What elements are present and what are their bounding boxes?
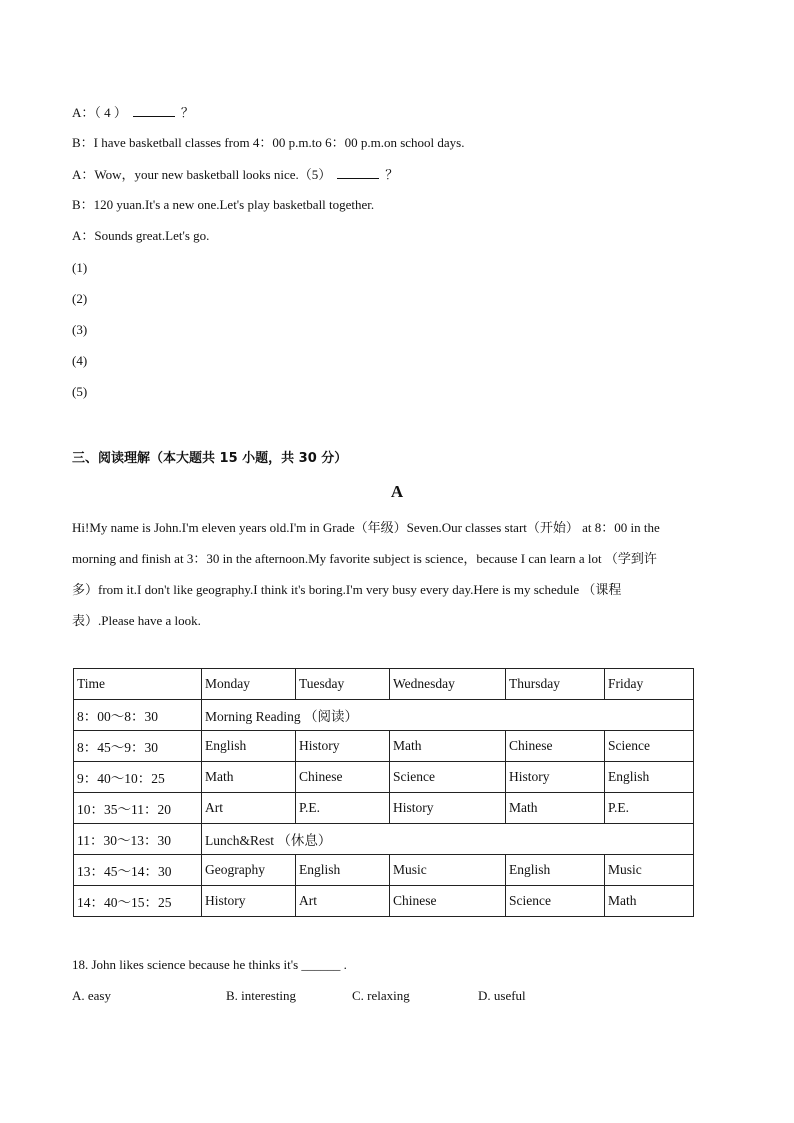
dialogue-line-b4: B：I have basketball classes from 4：00 p.m.to 6：00 p.m.on school days. [72, 135, 465, 150]
class-cell: Science [506, 886, 605, 917]
answer-line-5[interactable]: (5) [72, 384, 88, 399]
answer-line-4[interactable]: (4) [72, 353, 88, 368]
passage-line: Hi!My name is John.I'm eleven years old.I'm in Grade（年级）Seven.Our classes start（开始） at 8：00 in the [72, 520, 660, 535]
option-d[interactable]: D. useful [478, 988, 526, 1003]
class-cell: Chinese [506, 731, 605, 762]
class-cell: History [202, 886, 296, 917]
dialogue-a5-text: A：Wow，your new basketball looks nice.（5） [72, 167, 332, 182]
class-cell: Art [202, 793, 296, 824]
class-cell: P.E. [605, 793, 694, 824]
dialogue-line-a4 [72, 104, 194, 121]
header-thursday: Thursday [506, 669, 605, 700]
option-a[interactable]: A. easy [72, 988, 111, 1003]
class-cell: English [202, 731, 296, 762]
header-tuesday: Tuesday [296, 669, 390, 700]
table-row [74, 793, 694, 824]
table-row [74, 762, 694, 793]
class-cell: English [605, 762, 694, 793]
class-cell: Science [605, 731, 694, 762]
schedule-table [73, 668, 694, 917]
class-cell: History [390, 793, 506, 824]
question-mark: ？ [180, 105, 194, 120]
answer-line-1[interactable]: (1) [72, 260, 88, 275]
class-cell: Music [605, 855, 694, 886]
class-cell: English [506, 855, 605, 886]
option-c[interactable]: C. relaxing [352, 988, 410, 1003]
schedule-header-row [74, 669, 694, 700]
passage-line: 多）from it.I don't like geography.I think it's boring.I'm very busy every day.Here is my schedule （课程 [72, 582, 622, 597]
class-cell: History [506, 762, 605, 793]
table-row [74, 700, 694, 731]
answer-blank[interactable] [337, 166, 379, 179]
time-cell: 10：35～11：20 [74, 793, 202, 824]
time-cell: 14：40～15：25 [74, 886, 202, 917]
header-friday: Friday [605, 669, 694, 700]
question-18-stem: 18. John likes science because he thinks it's ______ . [72, 957, 347, 972]
merged-cell-morning-reading: Morning Reading （阅读） [202, 700, 694, 731]
time-cell: 13：45～14：30 [74, 855, 202, 886]
passage-title: A [390, 482, 404, 501]
class-cell: Math [506, 793, 605, 824]
class-cell: Math [390, 731, 506, 762]
time-cell: 9：40～10：25 [74, 762, 202, 793]
table-row [74, 855, 694, 886]
passage [72, 512, 712, 636]
class-cell: Geography [202, 855, 296, 886]
question-mark: ？ [385, 167, 399, 182]
answer-line-3[interactable]: (3) [72, 322, 88, 337]
class-cell: English [296, 855, 390, 886]
answer-blank[interactable] [133, 104, 175, 117]
class-cell: Music [390, 855, 506, 886]
passage-line: 表）.Please have a look. [72, 613, 201, 628]
table-row [74, 824, 694, 855]
table-row [74, 731, 694, 762]
class-cell: Art [296, 886, 390, 917]
answer-line-2[interactable]: (2) [72, 291, 88, 306]
header-time: Time [74, 669, 202, 700]
time-cell: 8：45～9：30 [74, 731, 202, 762]
header-monday: Monday [202, 669, 296, 700]
time-cell: 8：00～8：30 [74, 700, 202, 731]
section-title: 三、阅读理解（本大题共 15 小题，共 30 分） [72, 451, 348, 466]
class-cell: Chinese [390, 886, 506, 917]
class-cell: History [296, 731, 390, 762]
time-cell: 11：30～13：30 [74, 824, 202, 855]
class-cell: P.E. [296, 793, 390, 824]
dialogue-a4-text: A：（ 4 ） [72, 105, 127, 120]
class-cell: Math [605, 886, 694, 917]
passage-line: morning and finish at 3：30 in the afternoon.My favorite subject is science，because I can learn a lot （学到许 [72, 551, 657, 566]
class-cell: Science [390, 762, 506, 793]
merged-cell-lunch-rest: Lunch&Rest （休息） [202, 824, 694, 855]
header-wednesday: Wednesday [390, 669, 506, 700]
table-row [74, 886, 694, 917]
option-b[interactable]: B. interesting [226, 988, 297, 1003]
dialogue-line-a5 [72, 166, 398, 183]
dialogue-line-a-end: A：Sounds great.Let's go. [72, 228, 210, 243]
class-cell: Chinese [296, 762, 390, 793]
dialogue-line-b5: B：120 yuan.It's a new one.Let's play basketball together. [72, 197, 375, 212]
class-cell: Math [202, 762, 296, 793]
